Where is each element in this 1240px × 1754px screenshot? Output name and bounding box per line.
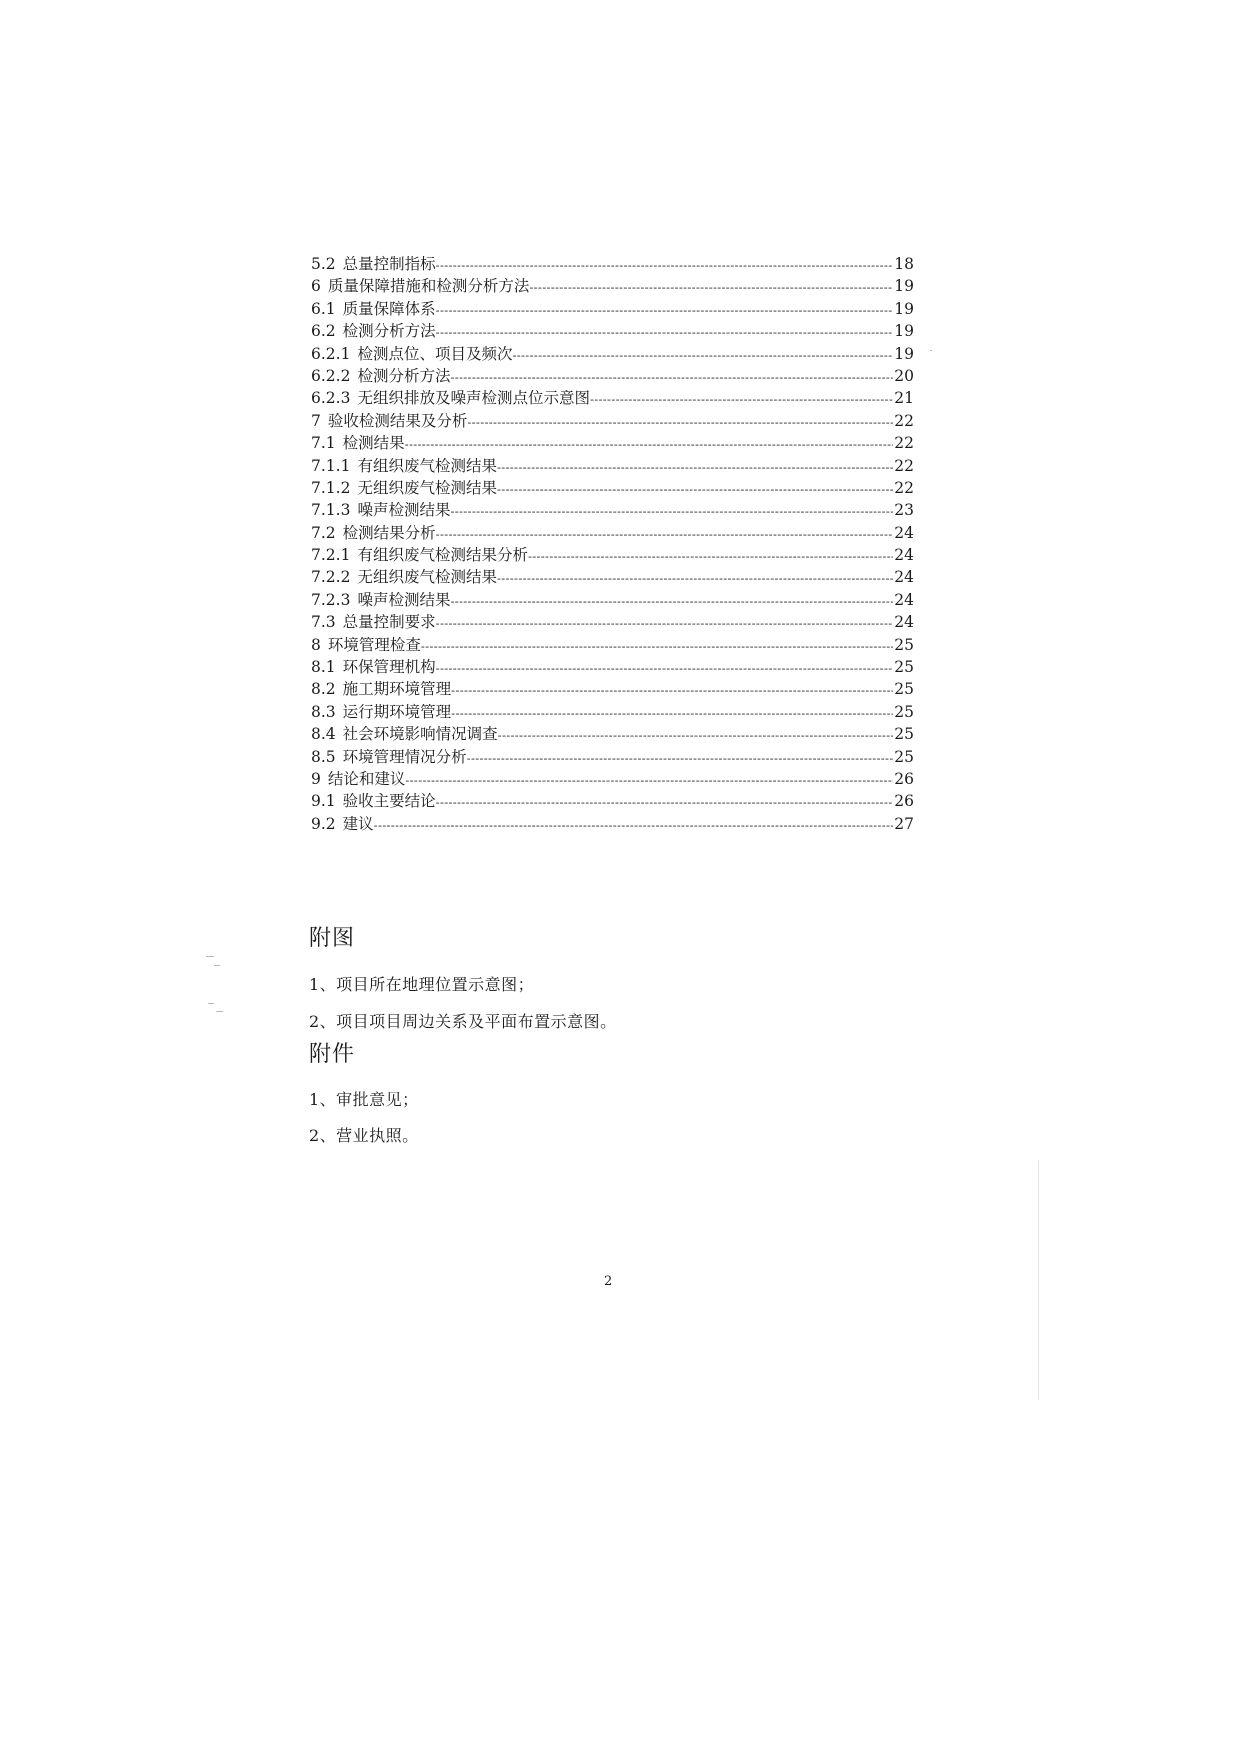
attached-figure-item: 2、项目项目周边关系及平面布置示意图。 (309, 1012, 617, 1031)
toc-dot-leader (436, 658, 894, 680)
toc-entry (311, 768, 914, 790)
toc-entry (311, 343, 914, 365)
toc-dot-leader (450, 501, 893, 523)
toc-dot-leader (436, 255, 894, 277)
toc-entry-page: 26 (894, 769, 914, 788)
toc-entry (311, 634, 914, 656)
toc-entry-number: 7.1.3 (311, 501, 351, 520)
toc-entry-number: 7.1.2 (311, 478, 351, 497)
toc-entry-page: 24 (894, 568, 914, 587)
toc-entry-title: 运行期环境管理 (342, 702, 452, 721)
toc-entry-page: 25 (894, 635, 914, 654)
toc-entry-number: 7.1 (311, 434, 336, 453)
toc-entry (311, 455, 914, 477)
toc-entry (311, 410, 914, 432)
toc-entry-title: 无组织废气检测结果 (357, 568, 497, 587)
scan-edge-line (1038, 1160, 1039, 1400)
attachment-item: 1、审批意见； (309, 1090, 419, 1109)
page-number: 2 (604, 1274, 613, 1289)
toc-entry-title: 质量保障措施和检测分析方法 (327, 277, 530, 296)
scan-speck (206, 956, 214, 957)
toc-entry-title: 社会环境影响情况调查 (342, 725, 498, 744)
toc-entry (311, 253, 914, 275)
toc-dot-leader (467, 748, 894, 770)
attachments-heading: 附件 (309, 1042, 356, 1067)
toc-entry-title: 噪声检测结果 (357, 501, 451, 520)
toc-entry-page: 19 (894, 277, 914, 296)
toc-entry-title: 环保管理机构 (342, 658, 436, 677)
toc-entry (311, 701, 914, 723)
toc-entry-page: 24 (894, 546, 914, 565)
toc-entry-page: 22 (894, 434, 914, 453)
toc-entry-number: 8 (311, 635, 321, 654)
toc-entry (311, 522, 914, 544)
toc-dot-leader (436, 613, 894, 635)
toc-entry-title: 检测分析方法 (357, 366, 451, 385)
toc-dot-leader (590, 389, 893, 411)
scan-speck (214, 965, 220, 966)
toc-dot-leader (498, 725, 894, 747)
toc-dot-leader (467, 412, 893, 434)
toc-entry-title: 检测结果 (342, 434, 405, 453)
toc-dot-leader (451, 680, 893, 702)
toc-entry-title: 结论和建议 (327, 769, 406, 788)
toc-dot-leader (405, 770, 893, 792)
toc-entry-title: 施工期环境管理 (342, 680, 452, 699)
toc-entry-title: 无组织排放及噪声检测点位示意图 (357, 389, 590, 408)
toc-entry (311, 432, 914, 454)
attached-figure-item: 1、项目所在地理位置示意图； (309, 975, 535, 994)
toc-entry (311, 656, 914, 678)
toc-dot-leader (436, 300, 894, 322)
toc-dot-leader (374, 815, 894, 837)
toc-entry-title: 验收主要结论 (342, 792, 436, 811)
toc-entry-page: 23 (894, 501, 914, 520)
toc-entry-page: 24 (894, 613, 914, 632)
toc-entry-number: 7.2.3 (311, 590, 351, 609)
toc-entry-page: 19 (894, 322, 914, 341)
toc-entry (311, 387, 914, 409)
toc-entry-number: 8.2 (311, 680, 336, 699)
toc-entry-page: 25 (894, 658, 914, 677)
toc-entry-title: 检测结果分析 (342, 523, 436, 542)
toc-entry-page: 19 (894, 299, 914, 318)
scan-speck (216, 1011, 223, 1012)
toc-entry (311, 320, 914, 342)
toc-entry-title: 噪声检测结果 (357, 590, 451, 609)
toc-entry (311, 275, 914, 297)
toc-entry-title: 建议 (342, 814, 374, 833)
toc-entry (311, 678, 914, 700)
toc-entry (311, 477, 914, 499)
toc-entry (311, 611, 914, 633)
scan-speck (208, 1003, 214, 1004)
toc-dot-leader (405, 434, 894, 456)
toc-entry-number: 7 (311, 411, 321, 430)
toc-entry-page: 20 (894, 366, 914, 385)
toc-entry-title: 检测分析方法 (342, 322, 436, 341)
toc-entry-number: 7.3 (311, 613, 336, 632)
toc-dot-leader (436, 792, 894, 814)
toc-entry-page: 25 (894, 680, 914, 699)
toc-entry (311, 589, 914, 611)
toc-entry-number: 5.2 (311, 255, 336, 273)
toc-entry-number: 8.4 (311, 725, 336, 744)
toc-entry-page: 18 (894, 255, 914, 273)
toc-entry-page: 24 (894, 523, 914, 542)
toc-dot-leader (450, 367, 893, 389)
toc-dot-leader (497, 457, 893, 479)
toc-entry-title: 有组织废气检测结果 (357, 456, 497, 475)
toc-entry-number: 6 (311, 277, 321, 296)
toc-entry (311, 566, 914, 588)
toc-entry-page: 25 (894, 725, 914, 744)
toc-entry-number: 7.2 (311, 523, 336, 542)
attached-figures-heading: 附图 (309, 926, 356, 951)
toc-entry (311, 723, 914, 745)
toc-dot-leader (497, 568, 893, 590)
toc-dot-leader (436, 524, 894, 546)
toc-entry-number: 6.2 (311, 322, 336, 341)
toc-entry-number: 7.2.2 (311, 568, 351, 587)
toc-entry-number: 7.2.1 (311, 546, 351, 565)
toc-dot-leader (529, 277, 893, 299)
toc-entry-number: 7.1.1 (311, 456, 351, 475)
toc-entry-page: 22 (894, 411, 914, 430)
toc-dot-leader (497, 479, 893, 501)
attachment-item: 2、营业执照。 (309, 1126, 419, 1145)
toc-entry-title: 验收检测结果及分析 (327, 411, 468, 430)
toc-entry (311, 746, 914, 768)
toc-entry (311, 499, 914, 521)
toc-entry-page: 25 (894, 702, 914, 721)
toc-entry-number: 9.2 (311, 814, 336, 833)
toc-entry-page: 21 (894, 389, 914, 408)
toc-dot-leader (436, 322, 894, 344)
toc-entry-title: 质量保障体系 (342, 299, 436, 318)
toc-entry-page: 19 (894, 344, 914, 363)
toc-entry-number: 9 (311, 769, 321, 788)
toc-entry (311, 813, 914, 835)
toc-dot-leader (451, 703, 893, 725)
toc-entry-title: 环境管理情况分析 (342, 747, 467, 766)
scan-speck (930, 350, 932, 351)
toc-entry-page: 25 (894, 747, 914, 766)
toc-entry-number: 6.2.3 (311, 389, 351, 408)
toc-entry-page: 22 (894, 456, 914, 475)
toc-entry-title: 无组织废气检测结果 (357, 478, 497, 497)
toc-entry-page: 24 (894, 590, 914, 609)
table-of-contents (311, 253, 914, 835)
toc-entry-page: 27 (894, 814, 914, 833)
toc-entry-number: 8.1 (311, 658, 336, 677)
toc-entry-page: 22 (894, 478, 914, 497)
toc-entry-title: 总量控制指标 (342, 255, 436, 273)
toc-entry (311, 298, 914, 320)
toc-entry-number: 6.2.2 (311, 366, 351, 385)
toc-entry-title: 总量控制要求 (342, 613, 436, 632)
toc-entry-number: 6.1 (311, 299, 336, 318)
toc-entry-number: 8.3 (311, 702, 336, 721)
toc-entry-title: 检测点位、项目及频次 (357, 344, 513, 363)
toc-dot-leader (450, 591, 893, 613)
toc-dot-leader (528, 546, 893, 568)
toc-dot-leader (512, 345, 893, 367)
toc-dot-leader (421, 636, 893, 658)
toc-entry-number: 8.5 (311, 747, 336, 766)
toc-entry-title: 环境管理检查 (327, 635, 421, 654)
toc-entry (311, 365, 914, 387)
toc-entry-number: 6.2.1 (311, 344, 351, 363)
toc-entry-number: 9.1 (311, 792, 336, 811)
toc-entry-page: 26 (894, 792, 914, 811)
toc-entry-title: 有组织废气检测结果分析 (357, 546, 528, 565)
toc-entry (311, 790, 914, 812)
toc-entry (311, 544, 914, 566)
